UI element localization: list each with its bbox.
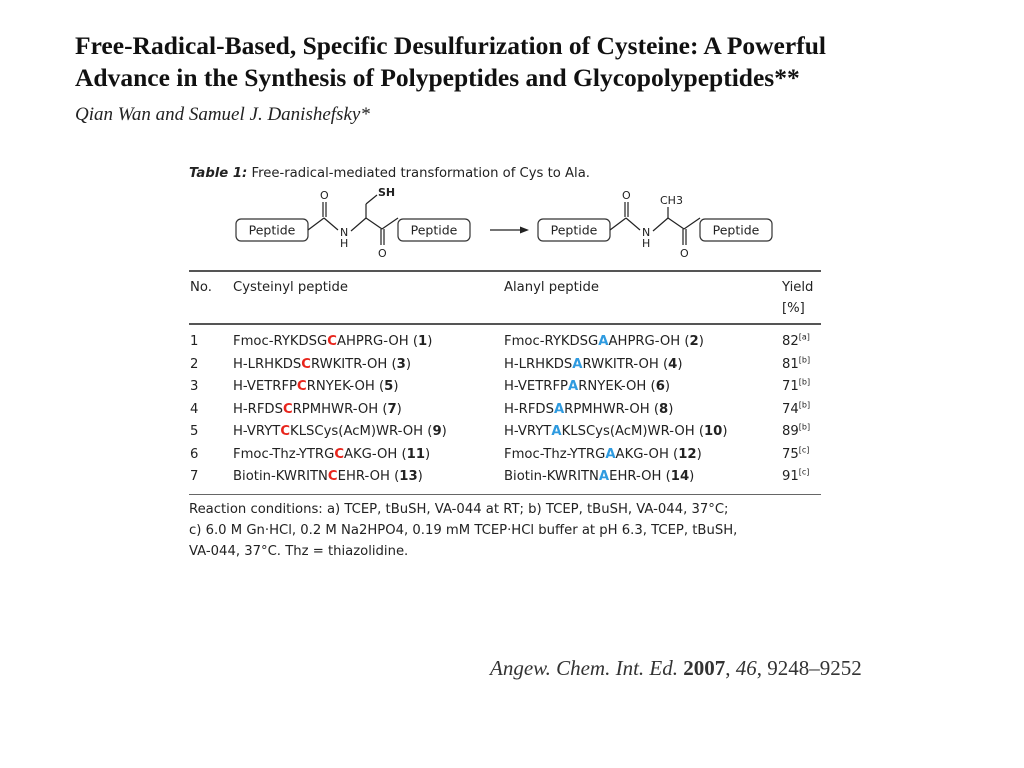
cys-seq-suffix: KLSCys(AcM)WR-OH — [290, 424, 424, 439]
ala-seq-prefix: H-VRYT — [504, 424, 552, 439]
table-row — [189, 331, 821, 354]
table-row — [189, 399, 821, 422]
ala-seq-suffix: EHR-OH — [609, 469, 662, 484]
citation-journal: Angew. Chem. Int. Ed. — [490, 656, 678, 680]
ala-seq-suffix: KLSCys(AcM)WR-OH — [561, 424, 695, 439]
table-bottom-rule — [189, 494, 821, 495]
row-number: 1 — [190, 334, 199, 349]
ala-amide-n: N — [642, 226, 651, 239]
header-alanyl: Alanyl peptide — [504, 280, 599, 295]
yield-footnote-mark: [b] — [798, 377, 811, 387]
ala-seq-prefix: Fmoc-RYKDSG — [504, 334, 599, 349]
product-label-right: Peptide — [712, 222, 760, 238]
alanyl-peptide: H-VRYTAKLSCys(AcM)WR-OH (10) — [504, 424, 728, 439]
yield-footnote-mark: [c] — [798, 445, 810, 455]
citation-volume: 46 — [735, 656, 757, 680]
compound-id: 4 — [668, 356, 678, 372]
alanyl-peptide: Biotin-KWRITNAEHR-OH (14) — [504, 469, 695, 484]
yield-value — [782, 331, 810, 354]
yield-footnote-mark: [b] — [798, 422, 811, 432]
author-list: Qian Wan and Samuel J. Danishefsky* — [75, 104, 370, 125]
cys-residue: C — [282, 401, 293, 417]
ala-residue: A — [605, 446, 616, 462]
yield-footnote-mark: [b] — [798, 355, 811, 365]
cys-seq-prefix: Fmoc-RYKDSG — [233, 334, 328, 349]
alanyl-peptide: Fmoc-RYKDSGAAHPRG-OH (2) — [504, 334, 704, 349]
table-footnote — [189, 499, 825, 562]
ala-seq-prefix: H-LRHKDS — [504, 356, 573, 372]
cys-residue: C — [327, 469, 338, 484]
table-row — [189, 466, 821, 489]
cys-seq-suffix: RNYEK-OH — [306, 379, 375, 394]
ala-seq-suffix: RNYEK-OH — [578, 379, 647, 394]
table-caption — [189, 163, 821, 185]
compound-id: 9 — [432, 424, 442, 439]
cysteinyl-peptide: H-VRYTCKLSCys(AcM)WR-OH (9) — [233, 424, 447, 439]
cys-residue: C — [327, 334, 337, 349]
cys-seq-suffix: EHR-OH — [337, 469, 390, 484]
compound-id: 11 — [406, 446, 426, 462]
header-no: No. — [190, 280, 212, 295]
citation-pages: 9248–9252 — [767, 656, 862, 680]
header-yield — [782, 277, 813, 319]
compound-id: 13 — [399, 469, 418, 484]
cys-seq-prefix: H-VETRFP — [233, 379, 298, 394]
cysteinyl-peptide: Biotin-KWRITNCEHR-OH (13) — [233, 469, 423, 484]
cysteinyl-peptide: H-VETRFPCRNYEK-OH (5) — [233, 379, 399, 394]
cys-residue: C — [301, 356, 311, 372]
cys-amide-h: H — [340, 237, 349, 250]
compound-id: 7 — [387, 401, 397, 417]
paper-title — [75, 30, 975, 94]
ala-residue: A — [553, 401, 565, 417]
table-row — [189, 376, 821, 399]
yield-footnote-mark: [b] — [798, 400, 811, 410]
ala-seq-suffix: RPMHWR-OH — [564, 401, 650, 417]
title-line-1: Free-Radical-Based, Specific Desulfurization of Cysteine: A Powerful — [75, 31, 826, 60]
row-number: 2 — [190, 356, 199, 372]
alanyl-peptide: H-RFDSARPMHWR-OH (8) — [504, 401, 674, 417]
row-number: 7 — [190, 469, 199, 484]
cys-seq-prefix: H-VRYT — [233, 424, 281, 439]
cys-seq-suffix: AKG-OH — [344, 446, 398, 462]
yield-number: 82 — [782, 334, 799, 349]
cys-seq-prefix: H-RFDS — [233, 401, 283, 417]
alanyl-peptide: Fmoc-Thz-YTRGAAKG-OH (12) — [504, 446, 702, 462]
table-row — [189, 421, 821, 444]
reaction-scheme — [189, 183, 821, 265]
ala-amide-h: H — [642, 237, 651, 250]
yield-footnote-mark: [c] — [798, 467, 810, 477]
yield-value — [782, 421, 810, 444]
yield-number: 75 — [782, 446, 799, 462]
thiol-group: SH — [378, 186, 396, 199]
footnote-line-1: Reaction conditions: a) TCEP, tBuSH, VA-044 at RT; b) TCEP, tBuSH, VA-044, 37°C; — [189, 502, 729, 517]
row-number: 5 — [190, 424, 199, 439]
caption-text: Free-radical-mediated transformation of Cys to Ala. — [251, 166, 590, 181]
compound-id: 14 — [670, 469, 690, 484]
cys-residue: C — [297, 379, 307, 394]
peptide-label-left: Peptide — [248, 222, 296, 238]
yield-number: 74 — [782, 401, 799, 417]
cys-skeleton — [308, 195, 398, 245]
yield-number: 81 — [782, 356, 799, 372]
table-row — [189, 354, 821, 377]
cysteinyl-peptide: H-LRHKDSCRWKITR-OH (3) — [233, 356, 411, 372]
table-row — [189, 444, 821, 467]
citation: Angew. Chem. Int. Ed. 2007, 46, 9248–9252 — [490, 656, 862, 680]
ala-residue: A — [568, 379, 579, 394]
compound-id: 2 — [689, 334, 699, 349]
cys-seq-prefix: Biotin-KWRITN — [233, 469, 328, 484]
ala-seq-suffix: AHPRG-OH — [608, 334, 681, 349]
cys-seq-prefix: Fmoc-Thz-YTRG — [233, 446, 335, 462]
alanyl-peptide: H-LRHKDSARWKITR-OH (4) — [504, 356, 683, 372]
cys-residue: C — [334, 446, 345, 462]
cys-seq-suffix: AHPRG-OH — [336, 334, 409, 349]
compound-id: 10 — [703, 424, 723, 439]
cysteinyl-peptide: Fmoc-RYKDSGCAHPRG-OH (1) — [233, 334, 433, 349]
ala-residue: A — [598, 334, 609, 349]
cysteinyl-peptide: H-RFDSCRPMHWR-OH (7) — [233, 401, 402, 417]
yield-value — [782, 399, 810, 422]
citation-year: 2007 — [683, 656, 726, 680]
yield-number: 89 — [782, 424, 799, 439]
ala-seq-suffix: AKG-OH — [615, 446, 669, 462]
ala-seq-prefix: H-RFDS — [504, 401, 554, 417]
ala-seq-prefix: Biotin-KWRITN — [504, 469, 599, 484]
header-rule — [189, 323, 821, 325]
yield-number: 91 — [782, 469, 799, 484]
row-number: 6 — [190, 446, 199, 462]
header-cysteinyl: Cysteinyl peptide — [233, 280, 349, 295]
caption-label: Table 1: — [189, 166, 248, 181]
cys-seq-suffix: RWKITR-OH — [310, 356, 388, 372]
header-yield-label: Yield — [782, 280, 814, 295]
compound-id: 5 — [384, 379, 394, 394]
cys-carbonyl-o: O — [320, 189, 329, 202]
compound-id: 1 — [418, 334, 428, 349]
table-body — [189, 331, 821, 489]
ala-residue: A — [551, 424, 562, 439]
ala-seq-suffix: RWKITR-OH — [582, 356, 659, 372]
cys-seq-suffix: RPMHWR-OH — [292, 401, 379, 417]
yield-footnote-mark: [a] — [798, 332, 810, 342]
row-number: 4 — [190, 401, 199, 417]
cys-amide-n: N — [340, 226, 349, 239]
product-label-left: Peptide — [550, 222, 598, 238]
cysteinyl-peptide: Fmoc-Thz-YTRGCAKG-OH (11) — [233, 446, 431, 462]
footnote-line-2: c) 6.0 M Gn·HCl, 0.2 M Na2HPO4, 0.19 mM TCEP·HCl buffer at pH 6.3, TCEP, tBuSH, — [189, 523, 738, 538]
methyl-group: CH3 — [660, 194, 683, 207]
alanyl-peptide: H-VETRFPARNYEK-OH (6) — [504, 379, 671, 394]
data-table — [189, 163, 821, 559]
cys-carbonyl-o2: O — [378, 247, 387, 260]
yield-value — [782, 354, 810, 377]
ala-seq-prefix: H-VETRFP — [504, 379, 569, 394]
yield-value — [782, 466, 809, 489]
header-yield-unit: [%] — [782, 301, 805, 316]
ala-seq-prefix: Fmoc-Thz-YTRG — [504, 446, 606, 462]
reaction-arrow — [490, 227, 529, 234]
ala-residue: A — [598, 469, 610, 484]
peptide-label-right: Peptide — [410, 222, 458, 238]
compound-id: 3 — [396, 356, 406, 372]
compound-id: 12 — [678, 446, 697, 462]
ala-residue: A — [572, 356, 583, 372]
row-number: 3 — [190, 379, 199, 394]
yield-value — [782, 376, 810, 399]
cys-seq-prefix: H-LRHKDS — [233, 356, 302, 372]
yield-number: 71 — [782, 379, 799, 394]
table-top-rule — [189, 270, 821, 272]
title-line-2: Advance in the Synthesis of Polypeptides and Glycopolypeptides** — [75, 63, 800, 92]
compound-id: 8 — [659, 401, 669, 417]
yield-value — [782, 444, 809, 467]
footnote-line-3: VA-044, 37°C. Thz = thiazolidine. — [189, 544, 409, 559]
ala-skeleton — [610, 202, 700, 245]
cys-residue: C — [280, 424, 291, 439]
compound-id: 6 — [655, 379, 665, 394]
ala-carbonyl-o2: O — [680, 247, 689, 260]
ala-carbonyl-o: O — [622, 189, 631, 202]
